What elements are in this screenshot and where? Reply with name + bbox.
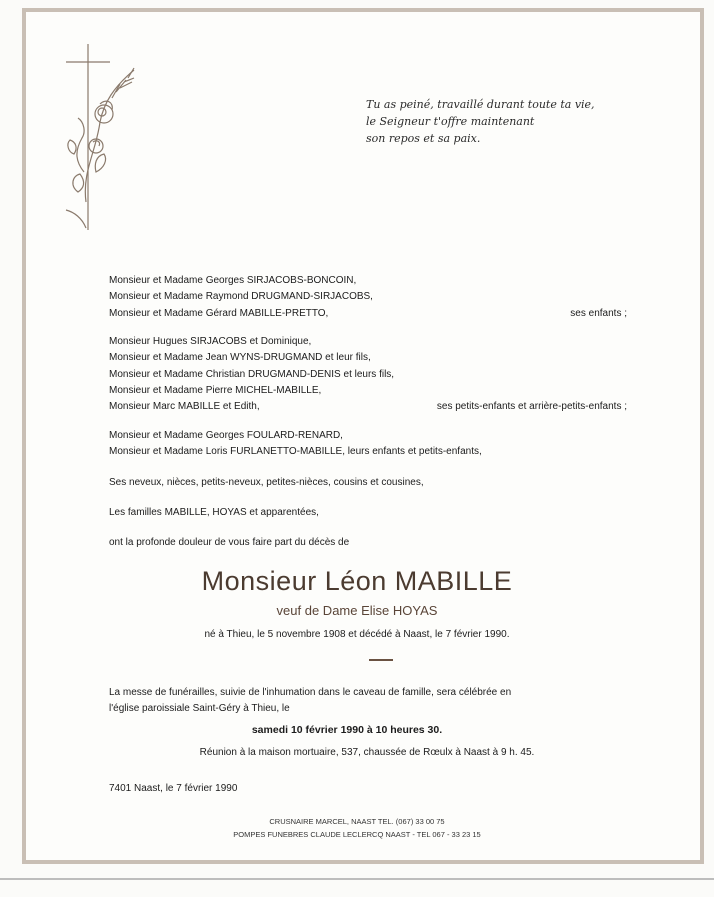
children-list bbox=[109, 273, 627, 322]
mourner-line: Monsieur et Madame Loris FURLANETTO-MABILLE, leurs enfants et petits-enfants, bbox=[109, 446, 482, 458]
families-line: Les familles MABILLE, HOYAS et apparentées, bbox=[109, 507, 319, 518]
grandchildren-list bbox=[109, 334, 627, 415]
quote-line: son repos et sa paix. bbox=[366, 132, 481, 145]
mortuary-meeting: Réunion à la maison mortuaire, 537, chaussée de Rœulx à Naast à 9 h. 45. bbox=[199, 747, 535, 758]
funeral-line: l'église paroissiale Saint-Géry à Thieu, le bbox=[109, 703, 290, 715]
widower-line: veuf de Dame Elise HOYAS bbox=[276, 603, 438, 618]
mourner-line: Monsieur et Madame Jean WYNS-DRUGMAND et leur fils, bbox=[109, 352, 371, 364]
footer-line: CRUSNAIRE MARCEL, NAAST TEL. (067) 33 00 75 bbox=[269, 817, 445, 826]
mourner-line: Monsieur et Madame Gérard MABILLE-PRETTO, bbox=[109, 307, 329, 319]
mourner-line: Monsieur Hugues SIRJACOBS et Dominique, bbox=[109, 336, 312, 347]
mourner-line: Monsieur et Madame Raymond DRUGMAND-SIRJACOBS, bbox=[109, 291, 373, 303]
footer-line: POMPES FUNEBRES CLAUDE LECLERCQ NAAST - TEL 067 - 33 23 15 bbox=[233, 830, 481, 839]
epitaph-quote bbox=[366, 96, 595, 147]
quote-line: Tu as peiné, travaillé durant toute ta vie, bbox=[366, 98, 595, 111]
divider bbox=[369, 659, 393, 661]
place-date: 7401 Naast, le 7 février 1990 bbox=[109, 783, 238, 794]
funeral-line: La messe de funérailles, suivie de l'inhumation dans le caveau de famille, sera célébrée en bbox=[109, 687, 512, 698]
mourner-line: Monsieur et Madame Christian DRUGMAND-DENIS et leurs fils, bbox=[109, 368, 395, 380]
relation-label: ses enfants ; bbox=[570, 307, 627, 319]
birth-death-dates: né à Thieu, le 5 novembre 1908 et décédé à Naast, le 7 février 1990. bbox=[204, 629, 510, 640]
relation-label: ses petits-enfants et arrière-petits-enfants ; bbox=[436, 401, 627, 413]
nephews-line: Ses neveux, nièces, petits-neveux, petites-nièces, cousins et cousines, bbox=[109, 477, 424, 488]
scan-edge-line bbox=[0, 878, 714, 880]
deceased-name: Monsieur Léon MABILLE bbox=[201, 566, 513, 596]
cross-and-roses-icon bbox=[56, 42, 146, 232]
mourner-line: Monsieur et Madame Georges FOULARD-RENARD, bbox=[109, 430, 343, 441]
mourner-line: Monsieur et Madame Pierre MICHEL-MABILLE, bbox=[109, 384, 322, 396]
mourner-line: Monsieur et Madame Georges SIRJACOBS-BONCOIN, bbox=[109, 275, 357, 286]
mourner-line: Monsieur Marc MABILLE et Edith, bbox=[109, 401, 260, 413]
announcement-line: ont la profonde douleur de vous faire part du décès de bbox=[109, 537, 350, 548]
funeral-datetime: samedi 10 février 1990 à 10 heures 30. bbox=[251, 724, 443, 736]
funeral-home-footer bbox=[0, 815, 714, 841]
quote-line: le Seigneur t'offre maintenant bbox=[366, 115, 535, 128]
